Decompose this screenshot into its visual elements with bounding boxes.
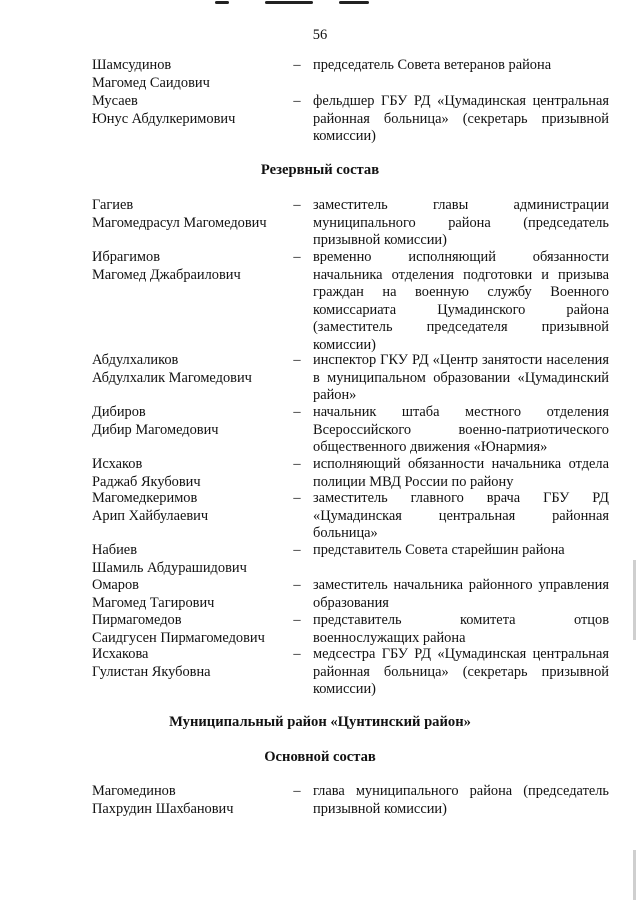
dash: – [293, 404, 301, 420]
surname: Исхаков [92, 456, 143, 472]
given-name: Магомед Саидович [92, 74, 210, 91]
member-role: временно исполняющий обязанности начальника отделения подготовки и призыва граждан на военную службу Военного комиссариата Цумадинского района (заместитель председателя призывной комиссии) [313, 249, 609, 353]
scan-edge-shadow [633, 850, 636, 900]
section-heading-reserve: Резервный состав [260, 162, 380, 178]
page-number: 56 [312, 27, 328, 43]
surname: Набиев [92, 542, 137, 558]
member-name [92, 404, 282, 439]
dash: – [293, 93, 301, 109]
member-name [92, 542, 282, 577]
member-role: заместитель начальника районного управления образования [313, 577, 609, 611]
dash: – [293, 197, 301, 213]
member-role: инспектор ГКУ РД «Центр занятости населения в муниципальном образовании «Цумадинский район» [313, 352, 609, 404]
surname: Ибрагимов [92, 249, 160, 265]
dash: – [293, 249, 301, 265]
surname: Магомедкеримов [92, 490, 198, 506]
surname: Исхакова [92, 646, 149, 662]
member-name [92, 197, 282, 232]
dash: – [293, 577, 301, 593]
dash: – [293, 456, 301, 472]
given-name: Саидгусен Пирмагомедович [92, 629, 265, 646]
dash: – [293, 352, 301, 368]
surname: Гагиев [92, 197, 134, 213]
member-name [92, 249, 282, 284]
member-name [92, 57, 282, 92]
section-heading-district: Муниципальный район «Цунтинский район» [169, 714, 471, 730]
given-name: Гулистан Якубовна [92, 663, 211, 680]
given-name: Дибир Магомедович [92, 421, 219, 438]
dash: – [293, 646, 301, 662]
member-name [92, 93, 282, 128]
member-role: председатель Совета ветеранов района [313, 57, 552, 73]
given-name: Магомед Джабраилович [92, 266, 241, 283]
surname: Абдулхаликов [92, 352, 179, 368]
member-role: начальник штаба местного отделения Всероссийского военно-патриотического общественного движения «Юнармия» [313, 404, 609, 456]
scan-edge-shadow [633, 560, 636, 640]
surname: Магомединов [92, 783, 176, 799]
surname: Мусаев [92, 93, 138, 109]
given-name: Абдулхалик Магомедович [92, 369, 252, 386]
member-role: фельдшер ГБУ РД «Цумадинская центральная районная больница» (секретарь призывной комиссии) [313, 93, 609, 145]
member-role: представитель комитета отцов военнослужащих района [313, 612, 609, 646]
dash: – [293, 542, 301, 558]
member-name [92, 612, 282, 647]
member-role: представитель Совета старейшин района [313, 542, 565, 558]
section-heading-main: Основной состав [264, 749, 376, 765]
member-name [92, 577, 282, 612]
dash: – [293, 57, 301, 73]
given-name: Магомедрасул Магомедович [92, 214, 267, 231]
surname: Шамсудинов [92, 57, 172, 73]
member-role: медсестра ГБУ РД «Цумадинская центральная районная больница» (секретарь призывной комиссии) [313, 646, 609, 698]
dash: – [293, 612, 301, 628]
member-role: исполняющий обязанности начальника отдела полиции МВД России по району [313, 456, 609, 490]
given-name: Шамиль Абдурашидович [92, 559, 247, 576]
given-name: Раджаб Якубович [92, 473, 201, 490]
member-name [92, 456, 282, 491]
given-name: Пахрудин Шахбанович [92, 800, 234, 817]
surname: Омаров [92, 577, 139, 593]
scan-edge-mark [215, 0, 415, 5]
member-name [92, 490, 282, 525]
given-name: Арип Хайбулаевич [92, 507, 209, 524]
given-name: Юнус Абдулкеримович [92, 110, 236, 127]
member-name [92, 646, 282, 681]
member-role: заместитель главы администрации муниципального района (председатель призывной комиссии) [313, 197, 609, 249]
member-role: глава муниципального района (председатель призывной комиссии) [313, 783, 609, 817]
surname: Пирмагомедов [92, 612, 182, 628]
given-name: Магомед Тагирович [92, 594, 215, 611]
member-name [92, 783, 282, 818]
dash: – [293, 783, 301, 799]
surname: Дибиров [92, 404, 146, 420]
dash: – [293, 490, 301, 506]
member-name [92, 352, 282, 387]
member-role: заместитель главного врача ГБУ РД «Цумадинская центральная районная больница» [313, 490, 609, 542]
